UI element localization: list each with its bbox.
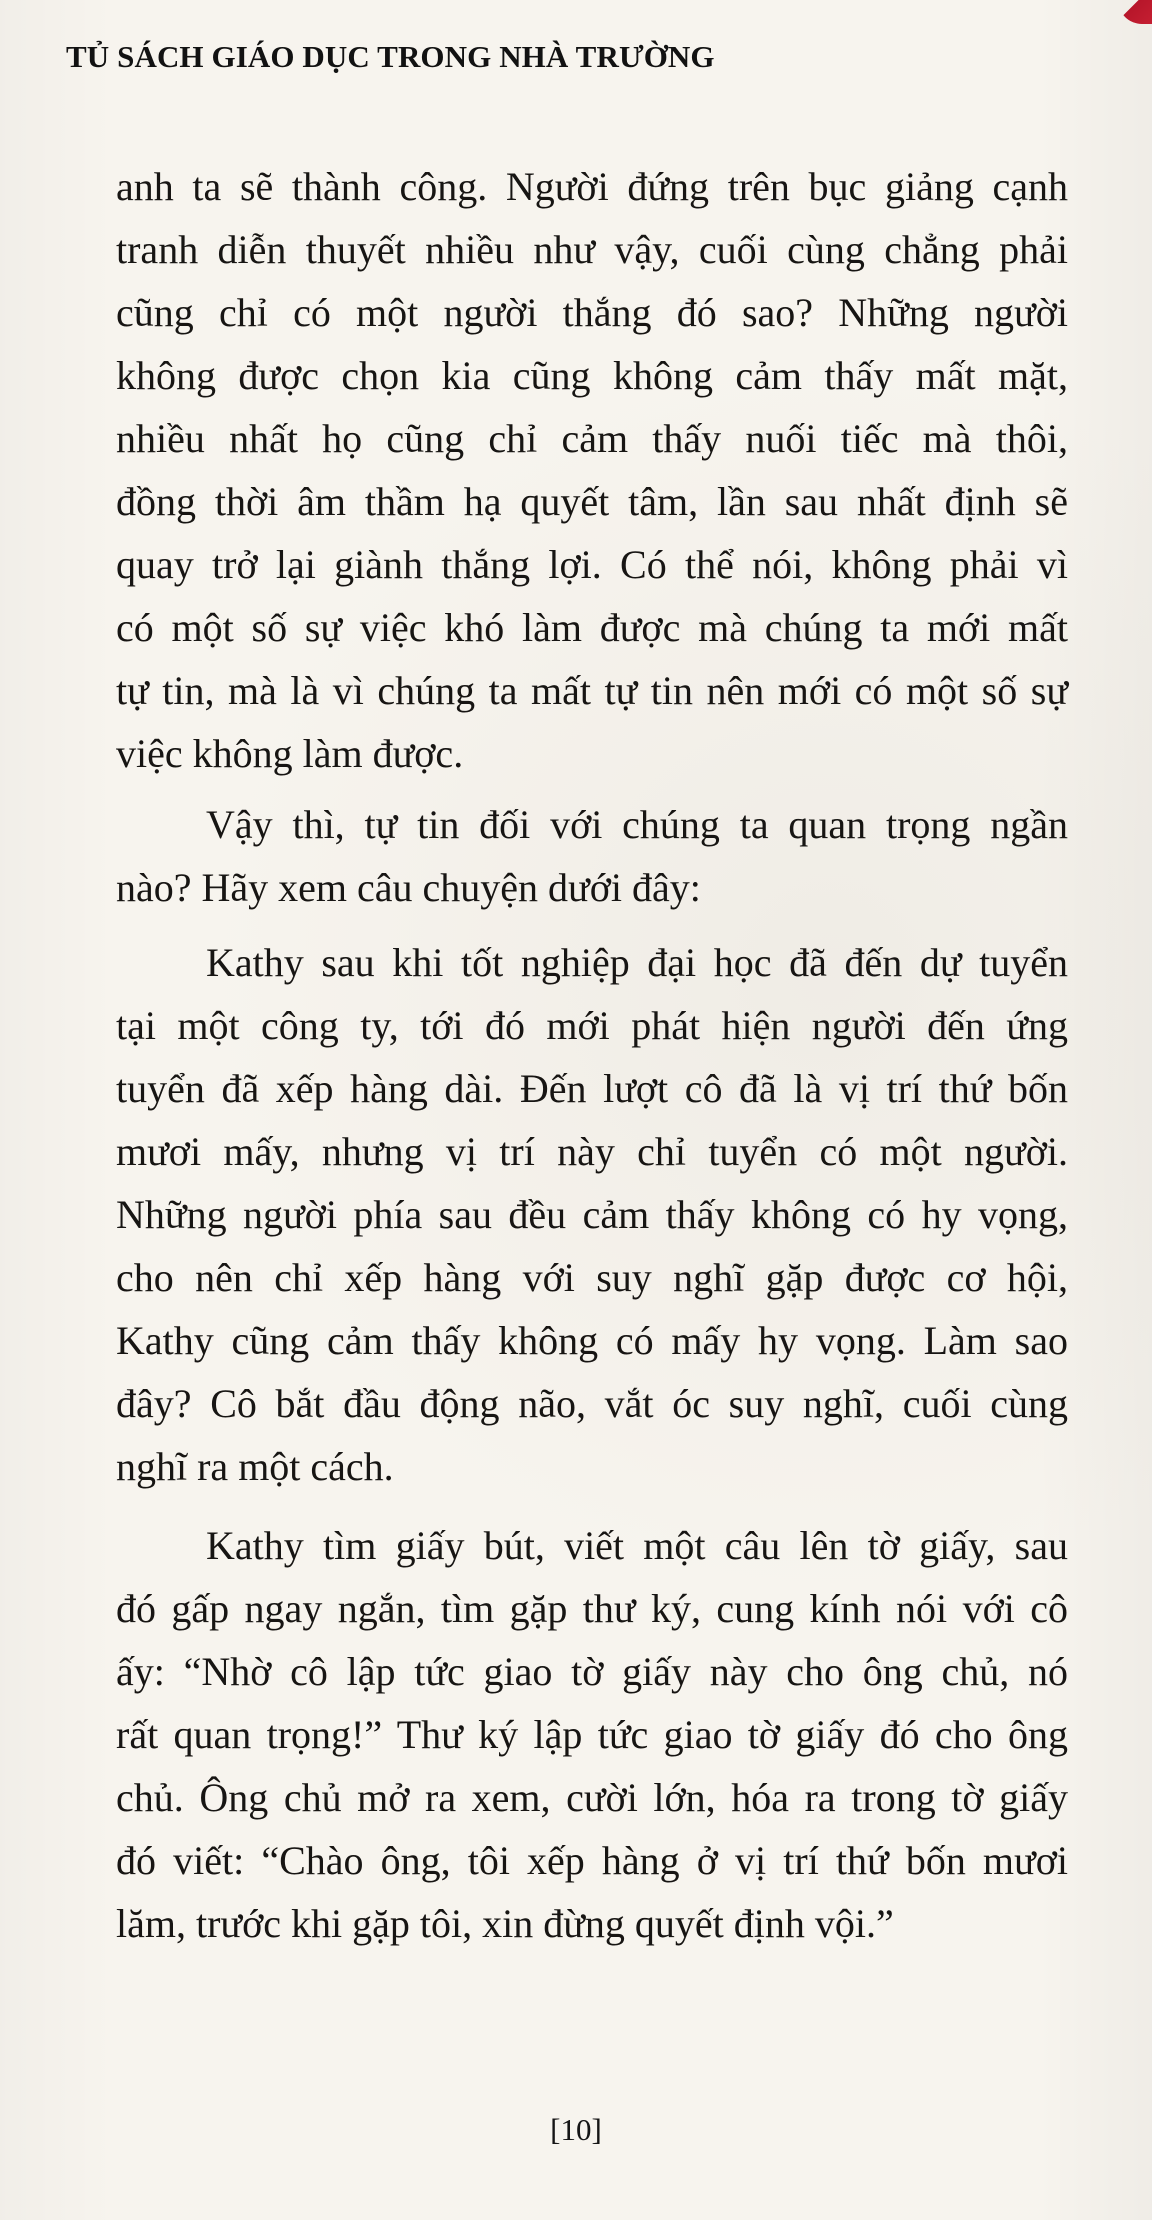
text-line: nhiều nhất họ cũng chỉ cảm thấy nuối tiếc mà thôi, [116, 416, 1068, 461]
text-line: không được chọn kia cũng không cảm thấy mất mặt, [116, 353, 1068, 398]
text-line: đó viết: “Chào ông, tôi xếp hàng ở vị trí thứ bốn mươi [116, 1838, 1068, 1883]
text-line: Kathy sau khi tốt nghiệp đại học đã đến dự tuyển [206, 940, 1068, 985]
page-number: [10] [550, 2112, 602, 2147]
text-line: tự tin, mà là vì chúng ta mất tự tin nên mới có một số sự [116, 668, 1068, 713]
running-head: TỦ SÁCH GIÁO DỤC TRONG NHÀ TRƯỜNG [66, 39, 715, 74]
text-line: nghĩ ra một cách. [116, 1444, 394, 1489]
text-line: đồng thời âm thầm hạ quyết tâm, lần sau nhất định sẽ [116, 479, 1068, 524]
text-line: tại một công ty, tới đó mới phát hiện người đến ứng [116, 1003, 1068, 1048]
text-line: mươi mấy, nhưng vị trí này chỉ tuyển có một người. [116, 1129, 1068, 1174]
red-page-corner [1118, 0, 1152, 24]
paragraph-1 [116, 155, 1068, 785]
text-line: nào? Hãy xem câu chuyện dưới đây: [116, 865, 701, 910]
paragraph-4 [116, 1514, 1068, 1955]
text-line: cho nên chỉ xếp hàng với suy nghĩ gặp được cơ hội, [116, 1255, 1068, 1300]
text-line: ấy: “Nhờ cô lập tức giao tờ giấy này cho ông chủ, nó [116, 1649, 1068, 1694]
text-line: việc không làm được. [116, 731, 464, 776]
text-line: tuyển đã xếp hàng dài. Đến lượt cô đã là vị trí thứ bốn [116, 1066, 1068, 1111]
text-line: quay trở lại giành thắng lợi. Có thể nói, không phải vì [116, 542, 1068, 587]
text-line: Vậy thì, tự tin đối với chúng ta quan trọng ngần [206, 802, 1068, 847]
text-line: Kathy tìm giấy bút, viết một câu lên tờ giấy, sau [206, 1523, 1068, 1568]
text-line: chủ. Ông chủ mở ra xem, cười lớn, hóa ra trong tờ giấy [116, 1775, 1068, 1820]
text-line: có một số sự việc khó làm được mà chúng ta mới mất [116, 605, 1068, 650]
main-text [116, 155, 1068, 1955]
text-line: Những người phía sau đều cảm thấy không có hy vọng, [116, 1192, 1068, 1237]
paragraph-2 [116, 793, 1068, 919]
text-line: rất quan trọng!” Thư ký lập tức giao tờ giấy đó cho ông [116, 1712, 1068, 1757]
text-line: đây? Cô bắt đầu động não, vắt óc suy nghĩ, cuối cùng [116, 1381, 1068, 1426]
text-line: cũng chỉ có một người thắng đó sao? Những người [116, 290, 1068, 335]
text-line: tranh diễn thuyết nhiều như vậy, cuối cùng chẳng phải [116, 227, 1068, 272]
paragraph-3 [116, 931, 1068, 1498]
text-line: anh ta sẽ thành công. Người đứng trên bục giảng cạnh [116, 164, 1068, 209]
text-line: Kathy cũng cảm thấy không có mấy hy vọng. Làm sao [116, 1318, 1068, 1363]
text-line: lăm, trước khi gặp tôi, xin đừng quyết định vội.” [116, 1901, 894, 1946]
text-line: đó gấp ngay ngắn, tìm gặp thư ký, cung kính nói với cô [116, 1586, 1068, 1631]
